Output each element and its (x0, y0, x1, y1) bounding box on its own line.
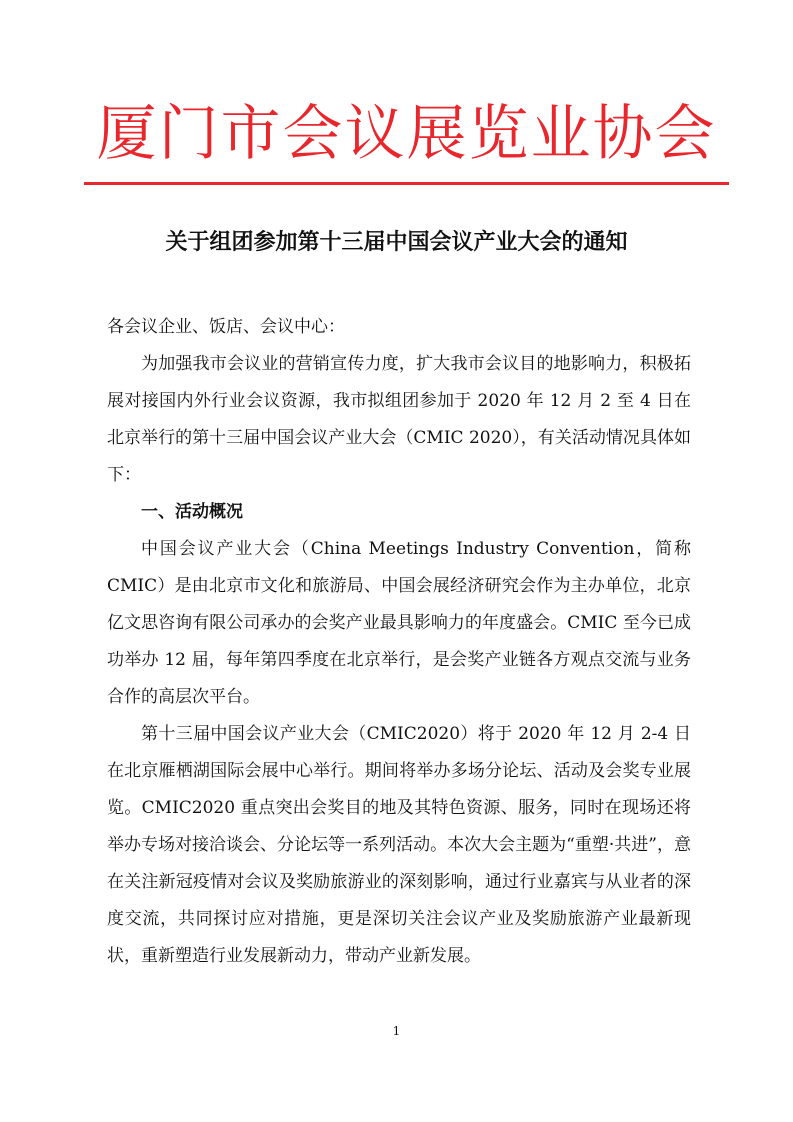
document-body (107, 309, 691, 975)
letterhead-red-rule (84, 182, 729, 185)
document-title: 关于组团参加第十三届中国会议产业大会的通知 (165, 229, 628, 255)
letterhead-org-name: 厦门市会议展览业协会 (96, 99, 717, 169)
section-heading: 一、活动概况 (141, 502, 243, 522)
salutation: 各会议企业、饭店、会议中心： (107, 317, 345, 337)
section-paragraph-cmic2020: 第十三届中国会议产业大会（CMIC2020）将于 2020 年 12 月 2-4 日在北京雁栖湖国际会展中心举行。期间将举办多场分论坛、活动及会奖专业展览。CMIC2020 重点突出会奖目的地及其特色资源、服务，同时在现场还将举办专场对接洽谈会、分论坛等一系列活动。本次大会主题为“重塑·共进”，意在关注新冠疫情对会议及奖励旅游业的深刻影响，通过行业嘉宾与从业者的深度交流，共同探讨应对措施，更是深切关注会议产业及奖励旅游产业最新现状，重新塑造行业发展新动力，带动产业新发展。 (107, 724, 691, 966)
page-number: 1 (392, 1024, 401, 1038)
intro-paragraph: 为加强我市会议业的营销宣传力度，扩大我市会议目的地影响力，积极拓展对接国内外行业会议资源，我市拟组团参加于 2020 年 12 月 2 至 4 日在北京举行的第十三届中国会议产业大会（CMIC 2020），有关活动情况具体如下： (107, 354, 691, 485)
section-paragraph-cmic-intro: 中国会议产业大会（China Meetings Industry Convention，简称 CMIC）是由北京市文化和旅游局、中国会展经济研究会作为主办单位，北京亿文思咨询有限公司承办的会奖产业最具影响力的年度盛会。CMIC 至今已成功举办 12 届，每年第四季度在北京举行，是会奖产业链各方观点交流与业务合作的高层次平台。 (107, 539, 691, 707)
